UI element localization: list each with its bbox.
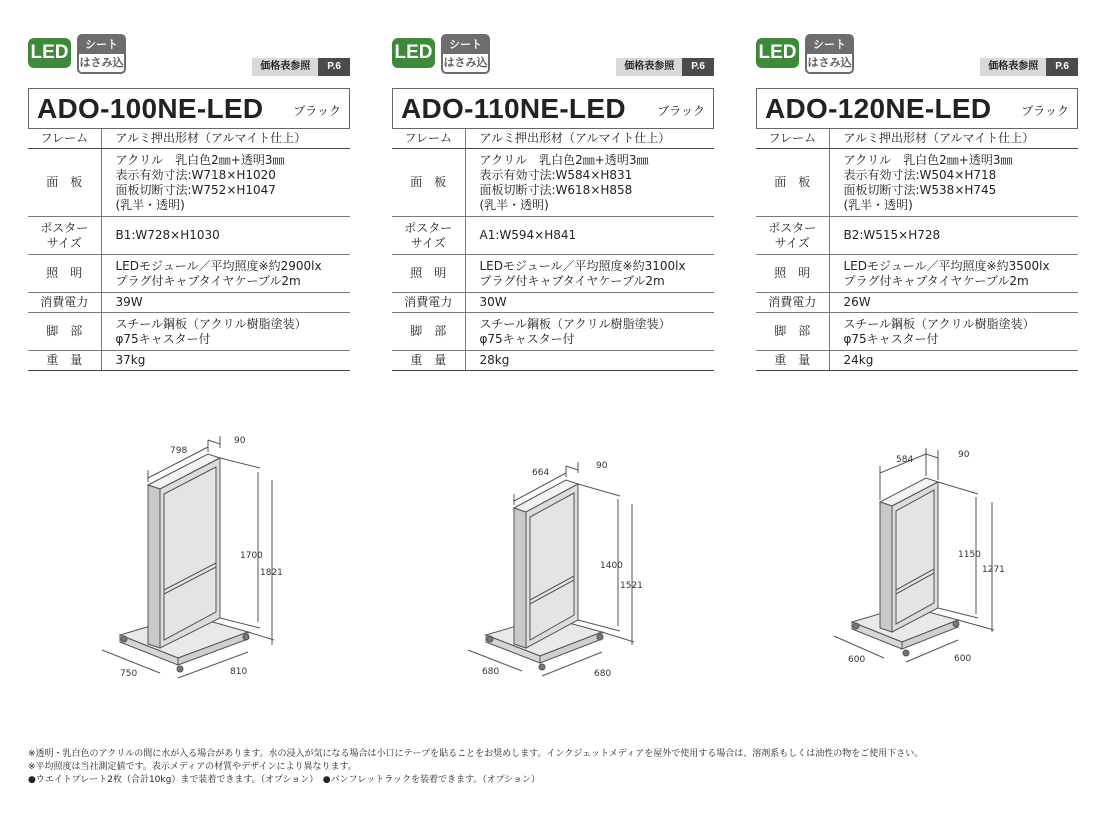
price-reference-page: P.6 xyxy=(682,58,714,76)
spec-label: 消費電力 xyxy=(756,293,829,313)
price-reference xyxy=(980,58,1078,76)
spec-value: A1:W594×H841 xyxy=(465,217,714,255)
dim-base-right: 600 xyxy=(954,654,972,664)
dim-width: 584 xyxy=(896,455,914,465)
sheet-badge-bottom: はさみ込 xyxy=(443,56,488,69)
spec-row-base xyxy=(28,313,350,351)
product-block-ado-110ne-led xyxy=(392,30,714,371)
spec-label: ポスター サイズ xyxy=(756,217,829,255)
spec-table xyxy=(392,129,714,371)
sheet-insert-badge xyxy=(441,34,490,74)
price-reference-label: 価格表参照 xyxy=(252,58,318,76)
spec-row-poster-size xyxy=(392,217,714,255)
spec-label: 重 量 xyxy=(28,351,101,371)
spec-row-poster-size xyxy=(28,217,350,255)
model-header xyxy=(28,88,350,129)
spec-row-power xyxy=(28,293,350,313)
model-name: ADO-100NE-LED xyxy=(37,92,264,124)
dim-base-left: 680 xyxy=(482,667,500,677)
stand-drawing xyxy=(756,410,1078,700)
spec-value: 30W xyxy=(465,293,714,313)
spec-row-weight xyxy=(28,351,350,371)
feature-badges xyxy=(392,30,714,88)
spec-value: 37kg xyxy=(101,351,350,371)
spec-row-panel xyxy=(756,149,1078,217)
model-name: ADO-110NE-LED xyxy=(401,92,626,124)
dim-base-right: 680 xyxy=(594,669,612,679)
sheet-badge-top: シート xyxy=(443,36,488,54)
spec-row-power xyxy=(756,293,1078,313)
led-badge: LED xyxy=(28,38,71,68)
spec-row-frame xyxy=(756,129,1078,149)
spec-label: 照 明 xyxy=(756,255,829,293)
price-reference xyxy=(252,58,350,76)
footnotes xyxy=(28,748,1068,787)
spec-label: ポスター サイズ xyxy=(392,217,465,255)
spec-row-panel xyxy=(392,149,714,217)
spec-label: 照 明 xyxy=(392,255,465,293)
dim-height-inner: 1700 xyxy=(240,551,263,561)
spec-label: 重 量 xyxy=(392,351,465,371)
spec-row-panel xyxy=(28,149,350,217)
spec-label: 消費電力 xyxy=(392,293,465,313)
spec-value: スチール鋼板（アクリル樹脂塗装） φ75キャスター付 xyxy=(465,313,714,351)
sheet-badge-bottom: はさみ込 xyxy=(807,56,852,69)
dim-base-right: 810 xyxy=(230,667,248,677)
spec-label: 脚 部 xyxy=(28,313,101,351)
spec-value: 39W xyxy=(101,293,350,313)
led-badge: LED xyxy=(756,38,799,68)
sheet-badge-top: シート xyxy=(807,36,852,54)
spec-value: アルミ押出形材（アルマイト仕上） xyxy=(101,129,350,149)
spec-row-base xyxy=(756,313,1078,351)
spec-value: アルミ押出形材（アルマイト仕上） xyxy=(829,129,1078,149)
dim-height-total: 1521 xyxy=(620,581,643,591)
note-illuminance: ※平均照度は当社測定値です。表示メディアの材質やデザインにより異なります。 xyxy=(28,762,357,772)
dim-height-inner: 1150 xyxy=(958,550,981,560)
spec-label: フレーム xyxy=(756,129,829,149)
feature-badges xyxy=(28,30,350,88)
dim-depth: 90 xyxy=(234,436,246,446)
dim-width: 664 xyxy=(532,468,550,478)
spec-table xyxy=(756,129,1078,371)
feature-badges xyxy=(756,30,1078,88)
model-header xyxy=(756,88,1078,129)
spec-label: 脚 部 xyxy=(392,313,465,351)
price-reference xyxy=(616,58,714,76)
dim-depth: 90 xyxy=(958,450,970,460)
spec-value: LEDモジュール／平均照度※約2900lx プラグ付キャブタイヤケーブル2m xyxy=(101,255,350,293)
spec-value: アクリル 乳白色2㎜+透明3㎜ 表示有効寸法:W718×H1020 面板切断寸法:W752×H1047 (乳半・透明) xyxy=(101,149,350,217)
spec-label: 重 量 xyxy=(756,351,829,371)
sheet-badge-top: シート xyxy=(79,36,124,54)
note-water: ※透明・乳白色のアクリルの間に水が入る場合があります。水の浸入が気になる場合は小口にテープを貼ることをお奨めします。インクジェットメディアを屋外で使用する場合は、溶剤系もしくは油性の物をご使用下さい。 xyxy=(28,749,924,759)
spec-row-frame xyxy=(392,129,714,149)
spec-value: B2:W515×H728 xyxy=(829,217,1078,255)
note-options: ●ウエイトプレート2枚（合計10kg）まで装着できます。（オプション） ●パンフレットラックを装着できます。（オプション） xyxy=(28,775,540,785)
spec-row-frame xyxy=(28,129,350,149)
led-badge: LED xyxy=(392,38,435,68)
spec-row-weight xyxy=(392,351,714,371)
dim-height-total: 1271 xyxy=(982,565,1005,575)
spec-row-power xyxy=(392,293,714,313)
price-reference-page: P.6 xyxy=(318,58,350,76)
spec-value: 28kg xyxy=(465,351,714,371)
spec-row-lighting xyxy=(392,255,714,293)
spec-value: LEDモジュール／平均照度※約3500lx プラグ付キャブタイヤケーブル2m xyxy=(829,255,1078,293)
spec-row-base xyxy=(392,313,714,351)
stand-drawing xyxy=(392,410,714,700)
dimension-diagram-ado-100ne-led xyxy=(28,410,350,700)
product-block-ado-120ne-led xyxy=(756,30,1078,371)
sheet-insert-badge xyxy=(77,34,126,74)
dim-width: 798 xyxy=(170,446,188,456)
price-reference-page: P.6 xyxy=(1046,58,1078,76)
spec-value: B1:W728×H1030 xyxy=(101,217,350,255)
price-reference-label: 価格表参照 xyxy=(980,58,1046,76)
spec-value: アクリル 乳白色2㎜+透明3㎜ 表示有効寸法:W584×H831 面板切断寸法:W618×H858 (乳半・透明) xyxy=(465,149,714,217)
model-color: ブラック xyxy=(657,104,705,118)
spec-label: 脚 部 xyxy=(756,313,829,351)
spec-row-lighting xyxy=(28,255,350,293)
spec-value: アルミ押出形材（アルマイト仕上） xyxy=(465,129,714,149)
spec-row-lighting xyxy=(756,255,1078,293)
model-color: ブラック xyxy=(1021,104,1069,118)
dim-base-left: 750 xyxy=(120,669,138,679)
dim-height-total: 1821 xyxy=(260,568,283,578)
dimension-diagram-ado-110ne-led xyxy=(392,410,714,700)
dim-height-inner: 1400 xyxy=(600,561,623,571)
spec-value: スチール鋼板（アクリル樹脂塗装） φ75キャスター付 xyxy=(101,313,350,351)
spec-row-weight xyxy=(756,351,1078,371)
spec-table xyxy=(28,129,350,371)
spec-row-poster-size xyxy=(756,217,1078,255)
product-block-ado-100ne-led xyxy=(28,30,350,371)
model-header xyxy=(392,88,714,129)
spec-value: 26W xyxy=(829,293,1078,313)
spec-label: 面 板 xyxy=(392,149,465,217)
spec-label: 照 明 xyxy=(28,255,101,293)
model-name: ADO-120NE-LED xyxy=(765,92,992,124)
dimension-diagram-ado-120ne-led xyxy=(756,410,1078,700)
spec-value: アクリル 乳白色2㎜+透明3㎜ 表示有効寸法:W504×H718 面板切断寸法:W538×H745 (乳半・透明) xyxy=(829,149,1078,217)
stand-drawing xyxy=(28,410,350,700)
dim-base-left: 600 xyxy=(848,655,866,665)
dim-depth: 90 xyxy=(596,461,608,471)
price-reference-label: 価格表参照 xyxy=(616,58,682,76)
spec-label: 面 板 xyxy=(28,149,101,217)
spec-label: 消費電力 xyxy=(28,293,101,313)
sheet-badge-bottom: はさみ込 xyxy=(79,56,124,69)
spec-value: 24kg xyxy=(829,351,1078,371)
spec-label: フレーム xyxy=(28,129,101,149)
sheet-insert-badge xyxy=(805,34,854,74)
spec-value: LEDモジュール／平均照度※約3100lx プラグ付キャブタイヤケーブル2m xyxy=(465,255,714,293)
spec-label: 面 板 xyxy=(756,149,829,217)
spec-label: フレーム xyxy=(392,129,465,149)
spec-value: スチール鋼板（アクリル樹脂塗装） φ75キャスター付 xyxy=(829,313,1078,351)
model-color: ブラック xyxy=(293,104,341,118)
spec-label: ポスター サイズ xyxy=(28,217,101,255)
